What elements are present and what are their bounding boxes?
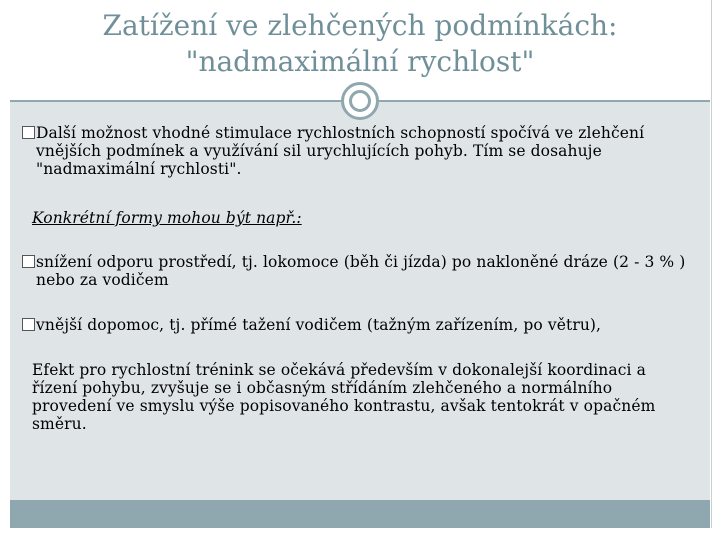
- bullet-box-icon: [22, 126, 35, 139]
- bullet-box-icon: [22, 255, 35, 268]
- intro-text: Konkrétní formy mohou být např.:: [32, 209, 302, 227]
- closing-paragraph: Efekt pro rychlostní trénink se očekává především v dokonalejší koordinaci a řízení pohybu, zvyšuje se i občasným střídáním zlehčeného a normálního provedení ve smyslu výše popisovaného kontrastu, avšak tentokrát v opačném směru.: [32, 361, 656, 433]
- bullet-box-icon: [22, 318, 35, 331]
- bullet-text-1: Další možnost vhodné stimulace rychlostních schopností spočívá ve zlehčení vnějších podmínek a využívání sil urychlujících pohyb. Tím se dosahuje "nadmaximální rychlosti".: [36, 124, 645, 178]
- title-line-1: Zatížení ve zlehčených podmínkách:: [102, 9, 618, 42]
- circle-ornament-icon: [341, 82, 379, 120]
- footer-bar: [10, 500, 710, 528]
- bullet-text-2: snížení odporu prostředí, tj. lokomoce (běh či jízda) po nakloněné dráze (2 - 3 % ) nebo za vodičem: [36, 253, 686, 289]
- slide-title: [10, 8, 710, 80]
- title-line-2: "nadmaximální rychlost": [185, 45, 535, 78]
- bullet-text-3: vnější dopomoc, tj. přímé tažení vodičem (tažným zařízením, po větru),: [36, 316, 602, 334]
